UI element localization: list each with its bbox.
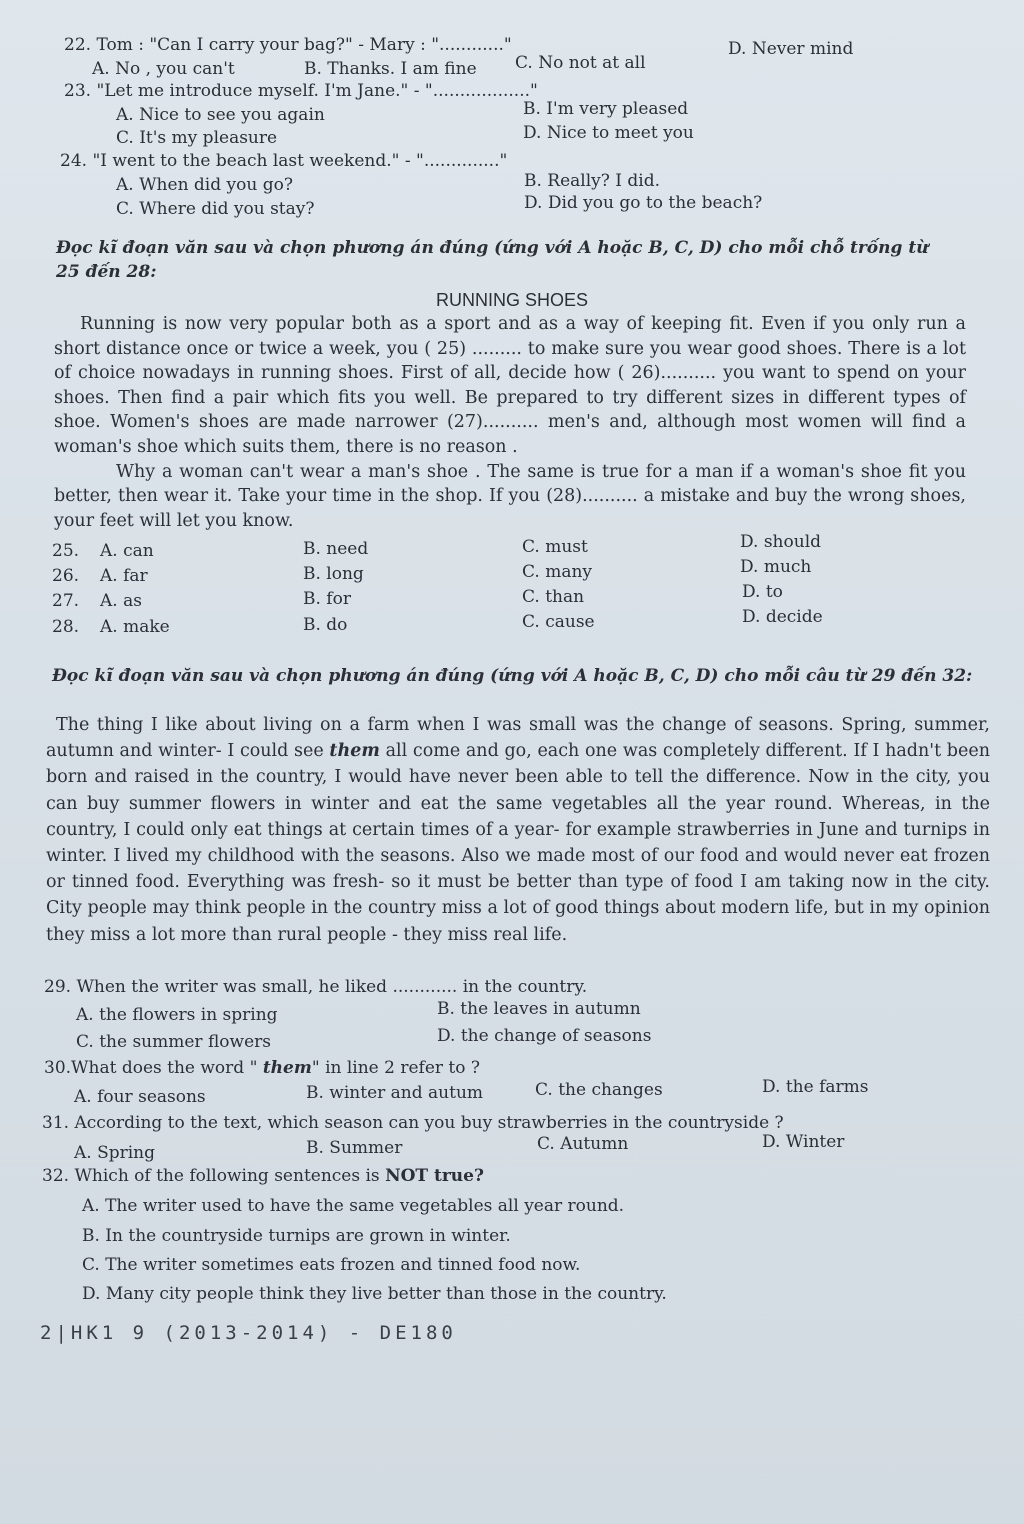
passage-running-shoes-paragraph-2: Why a woman can't wear a man's shoe . The same is true for a man if a woman's shoe fit you better, then wear it. Take your time in the shop. If you (28).......... a mistake and buy the wrong shoes, your feet will let you know. [54,461,966,531]
instruction-gap-fill: Đọc kĩ đoạn văn sau và chọn phương án đúng (ứng với A hoặc B, C, D) cho mỗi chỗ trống từ 25 đến 28: [56,238,929,282]
question-25-option-a: A. can [100,541,154,561]
question-24-option-a: A. When did you go? [116,175,293,195]
question-32-stem: 32. Which of the following sentences is NOT true? [42,1166,484,1186]
instruction-reading-questions: Đọc kĩ đoạn văn sau và chọn phương án đúng (ứng với A hoặc B, C, D) cho mỗi câu từ 29 đến 32: [52,666,973,686]
question-32-option-b: B. In the countryside turnips are grown in winter. [82,1226,511,1246]
passage-running-shoes-paragraph-1: Running is now very popular both as a sport and as a way of keeping fit. Even if you only run a short distance once or twice a week, you ( 25) ......... to make sure you wear good shoes. There is a lot of choice nowadays in running shoes. First of all, decide how ( 26).......... you want to spend on your shoes. Then find a pair which fits you well. Be prepared to try different sizes in different types of shoe. Women's shoes are made narrower (27).......... men's and, although most women will find a woman's shoe which suits them, there is no reason . [54,314,966,457]
question-31-option-b: B. Summer [306,1138,403,1158]
question-29-option-b: B. the leaves in autumn [437,999,641,1019]
passage-highlighted-word-them: them [329,741,380,762]
question-25-number: 25. [52,541,80,561]
question-23-option-a: A. Nice to see you again [116,105,325,125]
question-28-option-c: C. cause [522,612,595,632]
question-23-stem: 23. "Let me introduce myself. I'm Jane." - ".................." [64,81,538,101]
question-23-option-c: C. It's my pleasure [116,128,278,148]
question-26-number: 26. [52,566,80,586]
question-30-word-them: them [262,1058,312,1078]
question-27-number: 27. [52,591,80,611]
question-31-stem: 31. According to the text, which season can you buy strawberries in the countryside ? [42,1113,784,1133]
question-27-option-d: D. to [742,582,783,602]
question-26-option-c: C. many [522,562,593,582]
question-32-option-a: A. The writer used to have the same vegetables all year round. [82,1196,625,1216]
page-footer-code: 2|HK1 9 (2013-2014) - DE180 [40,1322,457,1344]
question-28-option-b: B. do [303,615,348,635]
question-24-option-b: B. Really? I did. [524,171,661,191]
question-30-option-a: A. four seasons [74,1087,206,1107]
question-30-option-b: B. winter and autum [306,1083,484,1103]
question-26-option-b: B. long [303,564,364,584]
question-29-stem: 29. When the writer was small, he liked ............ in the country. [44,977,588,997]
question-25-option-b: B. need [303,539,369,559]
passage-title: RUNNING SHOES [435,290,588,310]
question-24-stem: 24. "I went to the beach last weekend." - ".............." [60,151,508,171]
question-26-option-a: A. far [100,566,148,586]
question-23-option-d: D. Nice to meet you [523,123,694,143]
question-22-option-d: D. Never mind [728,39,854,59]
question-28-number: 28. [52,617,80,637]
question-31-option-c: C. Autumn [537,1134,629,1154]
question-32-option-c: C. The writer sometimes eats frozen and tinned food now. [82,1255,581,1275]
question-27-option-a: A. as [100,591,142,611]
question-27-option-c: C. than [522,587,585,607]
question-29-option-c: C. the summer flowers [76,1032,271,1052]
question-30-stem: 30.What does the word " them" in line 2 refer to ? [44,1058,481,1078]
question-29-option-a: A. the flowers in spring [76,1005,278,1025]
question-30-option-c: C. the changes [535,1080,663,1100]
question-32-emphasis: NOT true? [385,1166,484,1186]
passage-running-shoes [54,312,966,533]
passage-farm-seasons [46,712,990,948]
question-25-option-c: C. must [522,537,588,557]
question-24-option-d: D. Did you go to the beach? [524,193,763,213]
question-28-option-d: D. decide [742,607,823,627]
question-29-option-d: D. the change of seasons [437,1026,652,1046]
passage-farm-part-1: The thing I like about living on a farm when I was small was the change of seasons. Spring, summer, autumn and winter- I could see [46,715,990,762]
question-25-option-d: D. should [740,532,822,552]
question-22-option-c: C. No not at all [515,53,646,73]
question-32-option-d: D. Many city people think they live better than those in the country. [82,1284,667,1304]
question-22-stem: 22. Tom : "Can I carry your bag?" - Mary : "............" [64,35,512,55]
question-24-option-c: C. Where did you stay? [116,199,315,219]
question-28-option-a: A. make [100,617,170,637]
question-31-option-a: A. Spring [74,1143,156,1163]
question-22-option-b: B. Thanks. I am fine [304,59,477,79]
passage-farm-part-2: all come and go, each one was completely different. If I hadn't been born and raised in the country, I would have never been able to tell the difference. Now in the city, you can buy summer flowers in winter and eat the same vegetables all the year round. Whereas, in the country, I could only eat things at certain times of a year- for example strawberries in June and turnips in winter. I lived my childhood with the seasons. Also we made most of our food and would never eat frozen or tinned food. Everything was fresh- so it must be better than type of food I am taking now in the city. City people may think people in the country miss a lot of good things about modern life, but in my opinion they miss a lot more than rural people - they miss real life. [46,741,990,945]
question-23-option-b: B. I'm very pleased [523,99,689,119]
question-26-option-d: D. much [740,557,812,577]
question-30-option-d: D. the farms [762,1077,869,1097]
question-27-option-b: B. for [303,589,351,609]
question-31-option-d: D. Winter [762,1132,845,1152]
question-22-option-a: A. No , you can't [92,59,235,79]
